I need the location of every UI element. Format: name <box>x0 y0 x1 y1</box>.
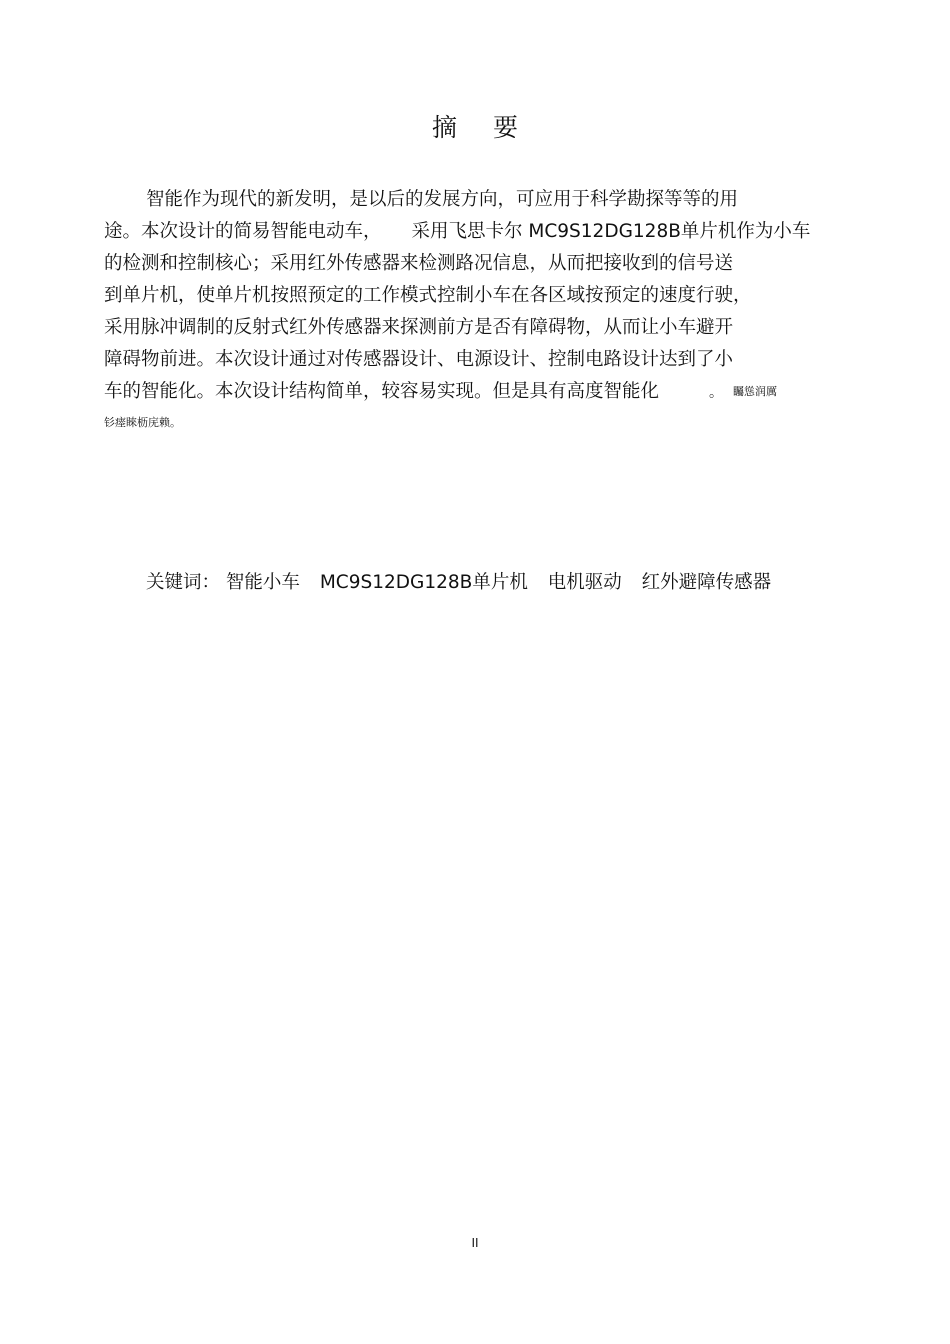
abstract-line-part: 途。本次设计的简易智能电动车， <box>104 221 382 242</box>
abstract-line: 到单片机，使单片机按照预定的工作模式控制小车在各区域按预定的速度行驶， <box>104 285 752 306</box>
abstract-line: 智能作为现代的新发明，是以后的发展方向，可应用于科学勘探等等的用 <box>146 189 739 210</box>
abstract-line: 采用脉冲调制的反射式红外传感器来探测前方是否有障碍物，从而让小车避开 <box>104 317 734 338</box>
abstract-body <box>104 184 864 438</box>
keywords-line <box>146 567 785 599</box>
abstract-title: 摘 要 <box>432 113 532 142</box>
abstract-line <box>104 376 864 408</box>
keyword-item: 电机驱动 <box>547 572 622 593</box>
keyword-item: 智能小车 <box>225 572 300 593</box>
abstract-line: 的检测和控制核心；采用红外传感器来检测路况信息，从而把接收到的信号送 <box>104 253 734 274</box>
abstract-line <box>104 216 864 248</box>
garbled-text: 矚慫润厲 <box>733 385 778 398</box>
abstract-line: 障碍物前进。本次设计通过对传感器设计、电源设计、控制电路设计达到了小 <box>104 349 734 370</box>
garbled-text: 钐瘗睞枥庑赖。 <box>104 416 181 429</box>
keyword-item: 红外避障传感器 <box>641 572 772 593</box>
abstract-line-part: 。 <box>709 385 724 401</box>
abstract-line-part: 采用飞思卡尔 MC9S12DG128B单片机作为小车 <box>411 221 811 242</box>
keywords-label: 关键词： <box>146 572 221 593</box>
abstract-line-part: 车的智能化。本次设计结构简单，较容易实现。但是具有高度智能化 <box>104 381 660 402</box>
keyword-item: MC9S12DG128B单片机 <box>319 572 528 593</box>
page-number: II <box>471 1236 479 1250</box>
